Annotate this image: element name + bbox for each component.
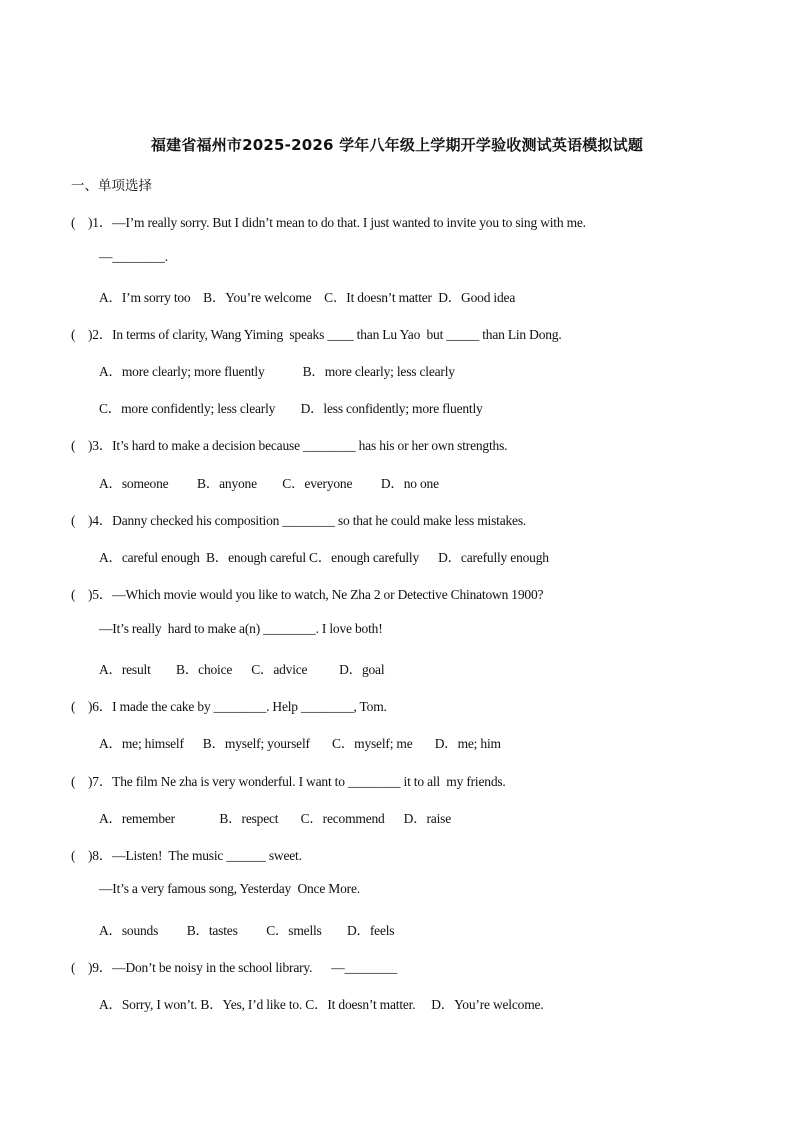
question-8-options: A．sounds B．tastes C．smells D．feels: [99, 923, 395, 938]
question-1-options: A．I’m sorry too B．You’re welcome C．It doesn’t matter D．Good idea: [99, 290, 516, 305]
question-4-options: A．careful enough B．enough careful C．enough carefully D．carefully enough: [99, 550, 549, 565]
question-5-options: A．result B．choice C．advice D．goal: [99, 662, 385, 677]
question-6-options: A．me; himself B．myself; yourself C．myself; me D．me; him: [99, 736, 501, 751]
question-8-stem: ( )8．—Listen! The music ______ sweet.: [71, 848, 302, 863]
question-1-response: —________.: [99, 249, 168, 264]
question-3-stem: ( )3．It’s hard to make a decision because ________ has his or her own strengths.: [71, 438, 508, 453]
question-9-options: A．Sorry, I won’t. B．Yes, I’d like to. C．It doesn’t matter. D．You’re welcome.: [99, 997, 544, 1012]
question-6-stem: ( )6．I made the cake by ________. Help ________, Tom.: [71, 699, 387, 714]
question-2-stem: ( )2．In terms of clarity, Wang Yiming speaks ____ than Lu Yao but _____ than Lin Dong.: [71, 327, 562, 342]
question-8-response: —It’s a very famous song, Yesterday Once More.: [99, 881, 360, 896]
question-5-stem: ( )5．—Which movie would you like to watch, Ne Zha 2 or Detective Chinatown 1900?: [71, 587, 544, 602]
question-1-stem: ( )1．—I’m really sorry. But I didn’t mean to do that. I just wanted to invite you to sing with me.: [71, 215, 586, 230]
question-2-options-cd: C．more confidently; less clearly D．less confidently; more fluently: [99, 401, 483, 416]
question-2-options-ab: A．more clearly; more fluently B．more clearly; less clearly: [99, 364, 455, 379]
question-7-stem: ( )7．The film Ne zha is very wonderful. I want to ________ it to all my friends.: [71, 774, 506, 789]
question-9-stem: ( )9．—Don’t be noisy in the school library. —________: [71, 960, 398, 975]
question-7-options: A．remember B．respect C．recommend D．raise: [99, 811, 451, 826]
section-heading: 一、单项选择: [71, 178, 152, 194]
question-3-options: A．someone B．anyone C．everyone D．no one: [99, 476, 439, 491]
question-4-stem: ( )4．Danny checked his composition ________ so that he could make less mistakes.: [71, 513, 527, 528]
question-5-response: —It’s really hard to make a(n) ________. I love both!: [99, 621, 383, 636]
document-title: 福建省福州市2025-2026 学年八年级上学期开学验收测试英语模拟试题: [150, 136, 644, 154]
